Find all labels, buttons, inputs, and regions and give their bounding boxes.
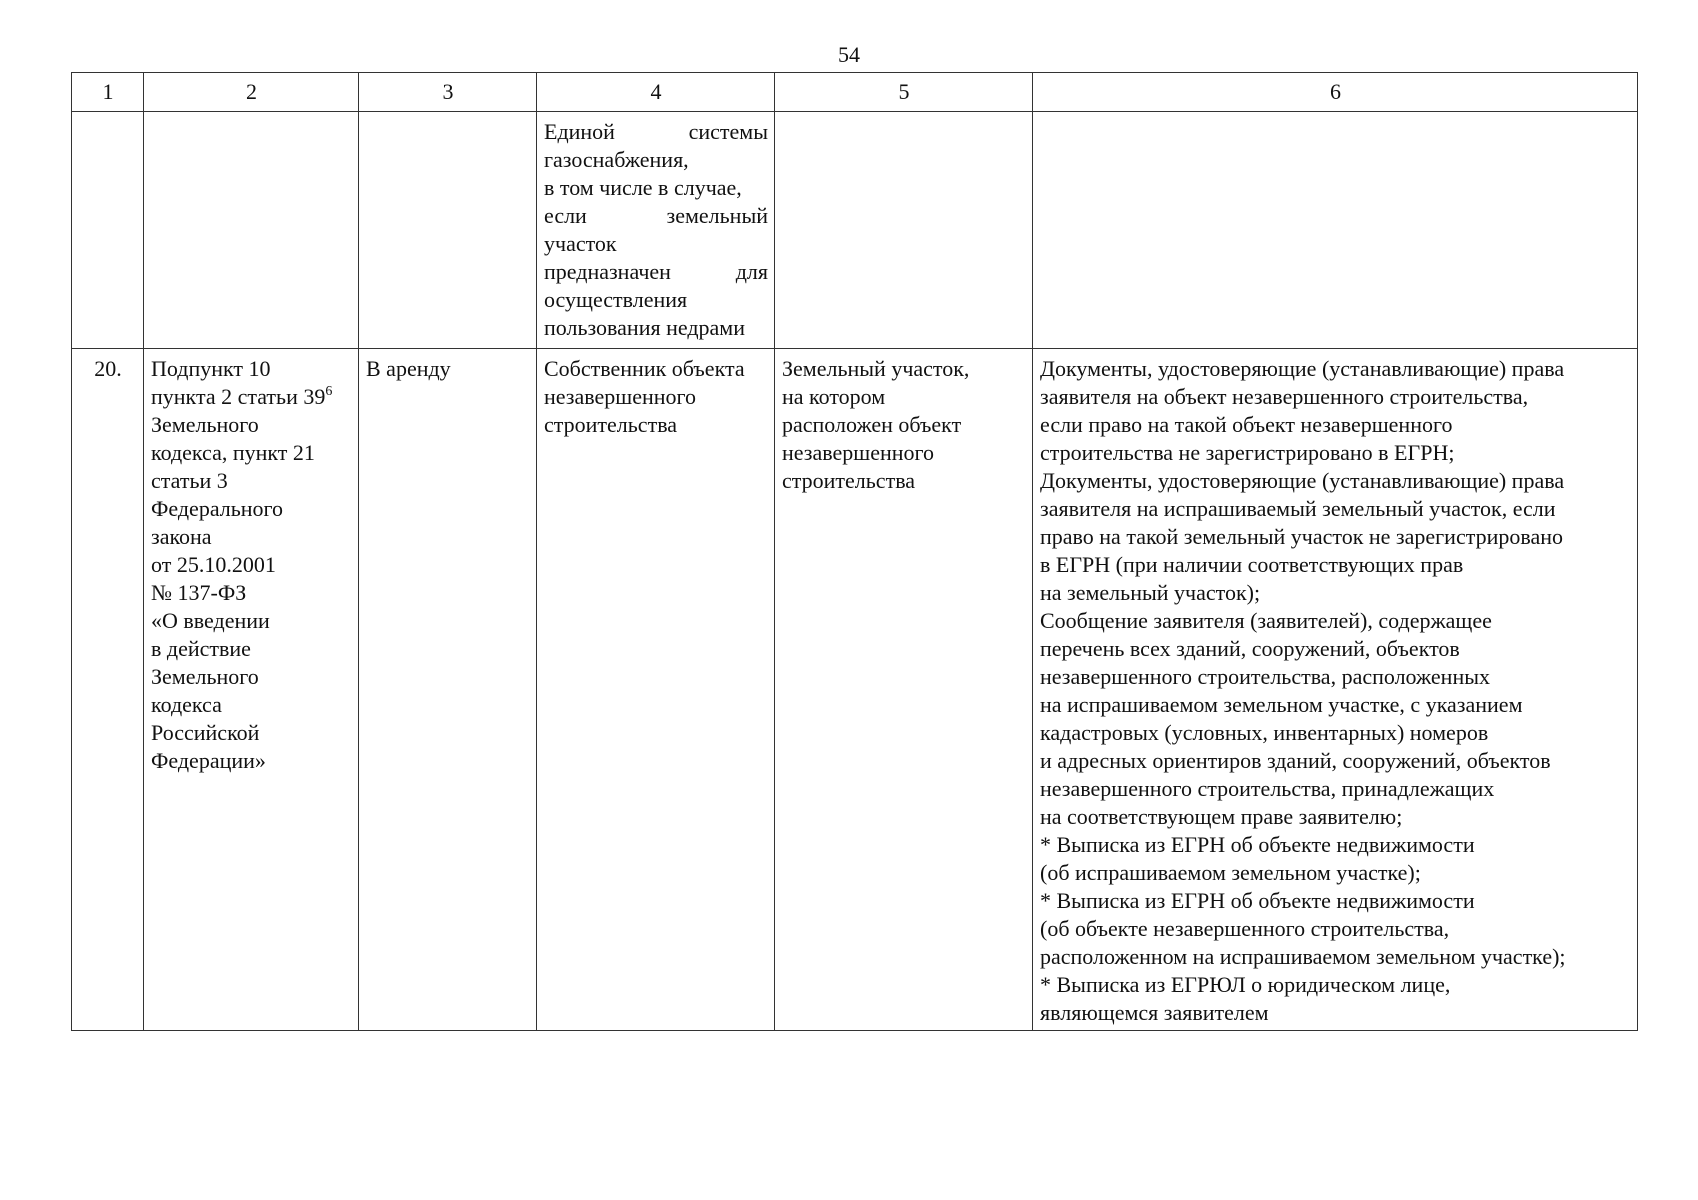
provision-type-cell: [359, 349, 537, 1031]
legal-basis-cell: [144, 349, 359, 1031]
text-line: в ЕГРН (при наличии соответствующих прав: [1040, 552, 1464, 577]
text-line: «О введении: [151, 608, 270, 633]
column-header-1: 1: [72, 73, 144, 112]
text-line: В аренду: [366, 356, 451, 381]
continuation-cell-4: [537, 112, 775, 349]
text-line: на испрашиваемом земельном участке, с указанием: [1040, 692, 1523, 717]
text-line: Документы, удостоверяющие (устанавливающие) права: [1040, 356, 1565, 381]
documents-table: [71, 72, 1638, 1031]
text-line: строительства: [544, 412, 678, 437]
column-header-6: 6: [1033, 73, 1638, 112]
text-line: на земельный участок);: [1040, 580, 1261, 605]
text-line: незавершенного: [544, 384, 697, 409]
text-line: * Выписка из ЕГРН об объекте недвижимости: [1040, 888, 1475, 913]
text-line: закона: [151, 524, 212, 549]
continuation-row: [72, 112, 1638, 349]
text-line: и адресных ориентиров зданий, сооружений, объектов: [1040, 748, 1551, 773]
text-line: статьи 3: [151, 468, 228, 493]
table-row-20: [72, 349, 1638, 1031]
text-line: Документы, удостоверяющие (устанавливающие) права: [1040, 468, 1565, 493]
text-line: являющемся заявителем: [1040, 1000, 1269, 1025]
text-line: в действие: [151, 636, 251, 661]
text-line: заявителя на объект незавершенного строительства,: [1040, 384, 1529, 409]
text-line: (об объекте незавершенного строительства,: [1040, 916, 1450, 941]
column-header-4: 4: [537, 73, 775, 112]
text-line: Земельного: [151, 664, 259, 689]
continuation-cell-3: [359, 112, 537, 349]
text-line: расположен объект: [782, 412, 962, 437]
continuation-cell-5: [775, 112, 1033, 349]
column-header-2: 2: [144, 73, 359, 112]
text-line: № 137-ФЗ: [151, 580, 247, 605]
text-line: осуществления: [544, 287, 688, 312]
column-header-5: 5: [775, 73, 1033, 112]
text-line: кодекса, пункт 21: [151, 440, 315, 465]
text-line: в том числе в случае,: [544, 175, 742, 200]
text-line: незавершенного строительства, принадлежащих: [1040, 776, 1495, 801]
text-line: предназначен для: [544, 259, 768, 284]
text-line: Земельный участок,: [782, 356, 970, 381]
text-line: пользования недрами: [544, 315, 745, 340]
applicant-cell: [537, 349, 775, 1031]
row-number: 20.: [72, 349, 144, 1031]
text-line: от 25.10.2001: [151, 552, 276, 577]
text-line: Земельного: [151, 412, 259, 437]
text-line: кодекса: [151, 692, 222, 717]
text-line: кадастровых (условных, инвентарных) номеров: [1040, 720, 1489, 745]
text-line: незавершенного: [782, 440, 935, 465]
continuation-cell-6: [1033, 112, 1638, 349]
text-line: перечень всех зданий, сооружений, объектов: [1040, 636, 1460, 661]
text-line: право на такой земельный участок не зарегистрировано: [1040, 524, 1564, 549]
text-line: Единой системы: [544, 119, 768, 144]
text-line: Собственник объекта: [544, 356, 745, 381]
text-line: на котором: [782, 384, 886, 409]
text-line: Федерации»: [151, 748, 266, 773]
text-line: пункта 2 статьи $39^6$: [151, 384, 333, 409]
text-line: * Выписка из ЕГРЮЛ о юридическом лице,: [1040, 972, 1451, 997]
text-line: на соответствующем праве заявителю;: [1040, 804, 1403, 829]
text-line: расположенном на испрашиваемом земельном участке);: [1040, 944, 1566, 969]
text-line: заявителя на испрашиваемый земельный участок, если: [1040, 496, 1556, 521]
text-line: газоснабжения,: [544, 147, 689, 172]
continuation-cell-1: [72, 112, 144, 349]
land-plot-cell: [775, 349, 1033, 1031]
text-line: (об испрашиваемом земельном участке);: [1040, 860, 1421, 885]
continuation-cell-2: [144, 112, 359, 349]
text-line: строительства не зарегистрировано в ЕГРН;: [1040, 440, 1455, 465]
text-line: Российской: [151, 720, 260, 745]
text-line: если право на такой объект незавершенного: [1040, 412, 1453, 437]
text-line: строительства: [782, 468, 916, 493]
text-line: Федерального: [151, 496, 284, 521]
documents-cell: [1033, 349, 1638, 1031]
text-line: Сообщение заявителя (заявителей), содержащее: [1040, 608, 1492, 633]
text-line: Подпункт 10: [151, 356, 271, 381]
text-line: незавершенного строительства, расположенных: [1040, 664, 1491, 689]
column-header-3: 3: [359, 73, 537, 112]
text-line: * Выписка из ЕГРН об объекте недвижимости: [1040, 832, 1475, 857]
text-line: если земельный: [544, 203, 768, 228]
page-number: 54: [838, 42, 860, 67]
text-line: участок: [544, 231, 617, 256]
table-header-row: [72, 73, 1638, 112]
superscript: 6: [325, 384, 333, 399]
